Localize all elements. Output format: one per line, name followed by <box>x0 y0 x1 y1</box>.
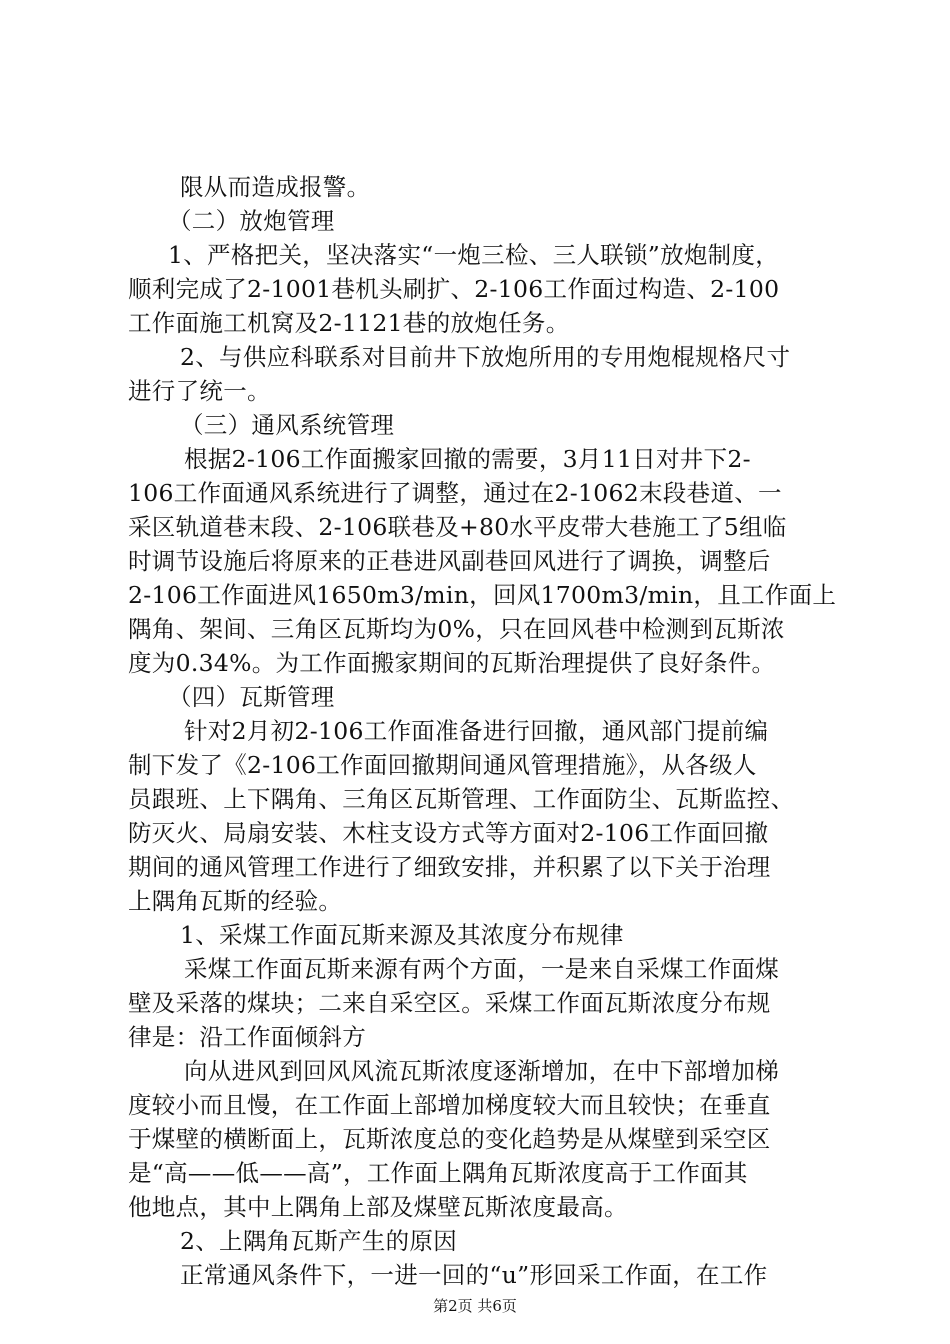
text-line: 针对2月初2-106工作面准备进行回撤，通风部门提前编 <box>184 717 769 745</box>
text-line: 他地点，其中上隅角上部及煤壁瓦斯浓度最高。 <box>128 1193 628 1221</box>
section-heading: （三）通风系统管理 <box>180 411 395 439</box>
text-line: 进行了统一。 <box>128 377 271 405</box>
page-indicator: 第2页 共6页 <box>433 1297 517 1315</box>
text-line: 顺利完成了2-1001巷机头刷扩、2-106工作面过构造、2-100 <box>128 275 780 303</box>
text-line: 根据2-106工作面搬家回撤的需要，3月11日对井下2- <box>184 445 751 473</box>
subsection-heading: 2、上隅角瓦斯产生的原因 <box>180 1227 458 1255</box>
text-line: 度较小而且慢，在工作面上部增加梯度较大而且较快；在垂直 <box>128 1091 771 1119</box>
text-line: 壁及采落的煤块；二来自采空区。采煤工作面瓦斯浓度分布规 <box>128 989 771 1017</box>
text-line: 2-106工作面进风1650m3/min，回风1700m3/min，且工作面上 <box>128 581 837 609</box>
text-line: 制下发了《2-106工作面回撤期间通风管理措施》，从各级人 <box>128 751 757 779</box>
section-heading: （四）瓦斯管理 <box>168 683 335 711</box>
text-line: 隅角、架间、三角区瓦斯均为0%，只在回风巷中检测到瓦斯浓 <box>128 615 785 643</box>
text-line: 采煤工作面瓦斯来源有两个方面，一是来自采煤工作面煤 <box>184 955 779 983</box>
text-line: 上隅角瓦斯的经验。 <box>128 887 343 915</box>
text-line: 2、与供应科联系对目前井下放炮所用的专用炮棍规格尺寸 <box>180 343 791 371</box>
text-line: 律是：沿工作面倾斜方 <box>128 1023 366 1051</box>
text-line: 防灭火、局扇安装、木柱支设方式等方面对2-106工作面回撤 <box>128 819 769 847</box>
text-line: 工作面施工机窝及2-1121巷的放炮任务。 <box>128 309 570 337</box>
section-heading: （二）放炮管理 <box>168 207 335 235</box>
text-line: 于煤壁的横断面上，瓦斯浓度总的变化趋势是从煤壁到采空区 <box>128 1125 771 1153</box>
text-line: 员跟班、上下隅角、三角区瓦斯管理、工作面防尘、瓦斯监控、 <box>128 785 795 813</box>
text-line: 向从进风到回风风流瓦斯浓度逐渐增加，在中下部增加梯 <box>184 1057 779 1085</box>
page-footer <box>0 1296 950 1316</box>
text-line: 是“高——低——高”，工作面上隅角瓦斯浓度高于工作面其 <box>128 1159 748 1187</box>
text-line: 期间的通风管理工作进行了细致安排，并积累了以下关于治理 <box>128 853 771 881</box>
text-line: 度为0.34%。为工作面搬家期间的瓦斯治理提供了良好条件。 <box>128 649 776 677</box>
text-line: 时调节设施后将原来的正巷进风副巷回风进行了调换，调整后 <box>128 547 771 575</box>
text-line: 采区轨道巷末段、2-106联巷及+80水平皮带大巷施工了5组临 <box>128 513 787 541</box>
text-line: 1、严格把关，坚决落实“一炮三检、三人联锁”放炮制度， <box>168 241 780 269</box>
subsection-heading: 1、采煤工作面瓦斯来源及其浓度分布规律 <box>180 921 624 949</box>
text-line: 106工作面通风系统进行了调整，通过在2-1062末段巷道、一 <box>128 479 782 507</box>
text-line: 正常通风条件下，一进一回的“u”形回采工作面，在工作 <box>180 1261 768 1289</box>
text-line: 限从而造成报警。 <box>180 173 371 201</box>
